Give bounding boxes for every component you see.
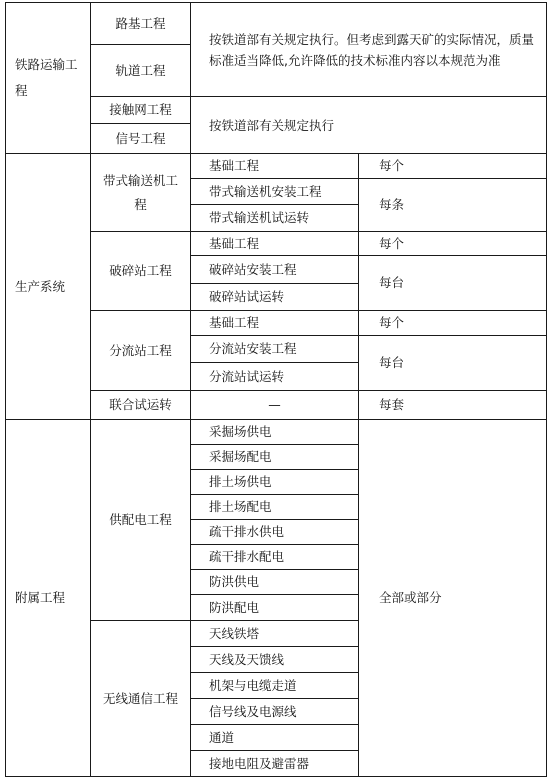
item-name: 疏干排水配电: [191, 545, 359, 570]
group-diverter-station: 分流站工程: [91, 311, 191, 391]
category-production: 生产系统: [6, 154, 91, 420]
rail-note: 按铁道部有关规定执行。但考虑到露天矿的实际情况，质量标准适当降低,允许降低的技术标准内容以本规范为准: [191, 3, 547, 97]
unit-cell: 每个: [359, 154, 547, 179]
unit-cell: 每条: [359, 179, 547, 232]
unit-cell: 每个: [359, 311, 547, 336]
item-name: 天线及天馈线: [191, 647, 359, 673]
item-name: 分流站试运转: [191, 363, 359, 391]
item-name: 排土场供电: [191, 470, 359, 495]
item-name: 采掘场供电: [191, 420, 359, 445]
unit-cell: 每个: [359, 232, 547, 256]
group-power-supply: 供配电工程: [91, 420, 191, 621]
item-name: 分流站安装工程: [191, 336, 359, 363]
category-rail: 铁路运输工程: [6, 3, 91, 154]
group-joint-test: 联合试运转: [91, 391, 191, 420]
unit-cell: 每台: [359, 256, 547, 311]
subitem-subgrade: 路基工程: [91, 3, 191, 45]
subitem-signal: 信号工程: [91, 124, 191, 154]
unit-cell: 全部或部分: [359, 420, 547, 777]
item-name: 基础工程: [191, 154, 359, 179]
item-name: 基础工程: [191, 311, 359, 336]
item-name: 破碎站试运转: [191, 284, 359, 311]
subitem-track: 轨道工程: [91, 45, 191, 97]
signal-note: 按铁道部有关规定执行: [191, 97, 547, 154]
item-name: 通道: [191, 725, 359, 751]
item-name: 排土场配电: [191, 495, 359, 520]
table-row: [6, 420, 547, 445]
item-name: 带式输送机安装工程: [191, 179, 359, 205]
table-row: [6, 3, 547, 45]
item-name: 采掘场配电: [191, 445, 359, 470]
item-name: 疏干排水供电: [191, 520, 359, 545]
group-radio-comm: 无线通信工程: [91, 621, 191, 777]
unit-cell: 每套: [359, 391, 547, 420]
table-row: [6, 154, 547, 179]
item-name: 天线铁塔: [191, 621, 359, 647]
item-name: 信号线及电源线: [191, 699, 359, 725]
item-name: 防洪供电: [191, 570, 359, 595]
subitem-catenary: 接触网工程: [91, 97, 191, 124]
item-name: —: [191, 391, 359, 420]
item-name: 破碎站安装工程: [191, 256, 359, 284]
group-belt-conveyor: 带式输送机工程: [91, 154, 191, 232]
category-ancillary: 附属工程: [6, 420, 91, 777]
engineering-division-table: [5, 2, 547, 777]
item-name: 机架与电缆走道: [191, 673, 359, 699]
group-crusher-station: 破碎站工程: [91, 232, 191, 311]
item-name: 基础工程: [191, 232, 359, 256]
item-name: 带式输送机试运转: [191, 205, 359, 232]
unit-cell: 每台: [359, 336, 547, 391]
item-name: 防洪配电: [191, 595, 359, 621]
item-name: 接地电阻及避雷器: [191, 751, 359, 777]
